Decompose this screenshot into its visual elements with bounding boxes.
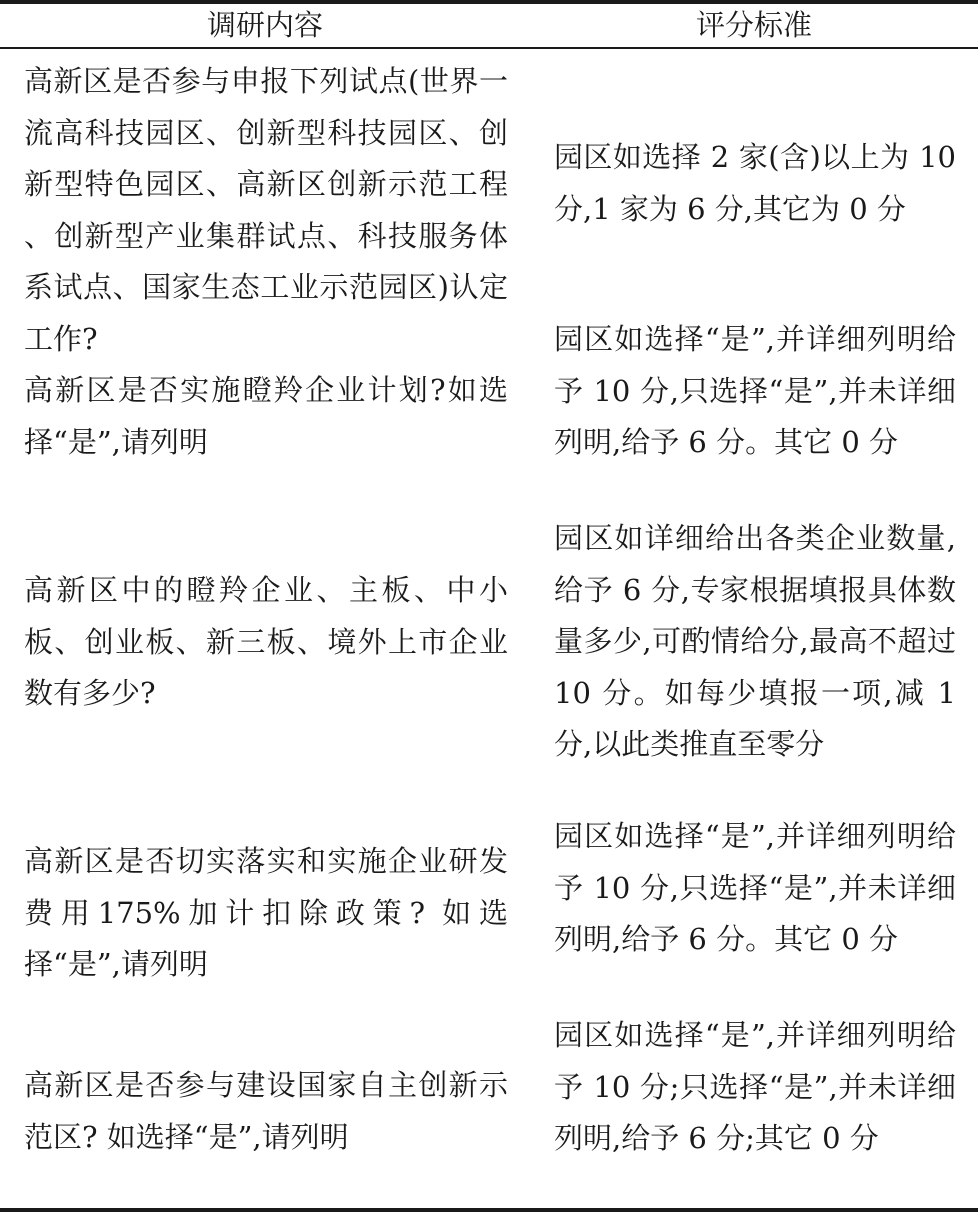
table-bottom-rule: [0, 1208, 978, 1212]
row-4-criteria: 园区如选择“是”,并详细列明给予 10 分,只选择“是”,并未详细列明,给予 6 分。其它 0 分: [554, 819, 956, 956]
row-3-criteria: 园区如详细给出各类企业数量,给予 6 分,专家根据填报具体数量多少,可酌情给分,最高不超过 10 分。如每少填报一项,减 1 分,以此类推直至零分: [554, 521, 956, 761]
row-2-content: 高新区是否实施瞪羚企业计划?如选择“是”,请列明: [24, 373, 508, 459]
row-1-content: 高新区是否参与申报下列试点(世界一流高科技园区、创新型科技园区、创新型特色园区、高新区创新示范工程 、创新型产业集群试点、科技服务体系试点、国家生态工业示范园区)认定工作?: [24, 64, 508, 356]
row-2-criteria: 园区如选择“是”,并详细列明给予 10 分,只选择“是”,并未详细列明,给予 6 分。其它 0 分: [554, 322, 956, 459]
row-5-content: 高新区是否参与建设国家自主创新示范区? 如选择“是”,请列明: [24, 1068, 508, 1154]
header-scoring-criteria: 评分标准: [695, 8, 812, 42]
header-rule: [0, 47, 978, 49]
row-1-criteria: 园区如选择 2 家(含)以上为 10 分,1 家为 6 分,其它为 0 分: [554, 140, 956, 226]
row-4-content: 高新区是否切实落实和实施企业研发费用175%加计扣除政策? 如选择“是”,请列明: [24, 844, 508, 981]
row-3-content: 高新区中的瞪羚企业、主板、中小板、创业板、新三板、境外上市企业数有多少?: [24, 573, 508, 710]
header-survey-content: 调研内容: [206, 8, 323, 42]
row-5-criteria: 园区如选择“是”,并详细列明给予 10 分;只选择“是”,并未详细列明,给予 6 分;其它 0 分: [554, 1018, 956, 1155]
